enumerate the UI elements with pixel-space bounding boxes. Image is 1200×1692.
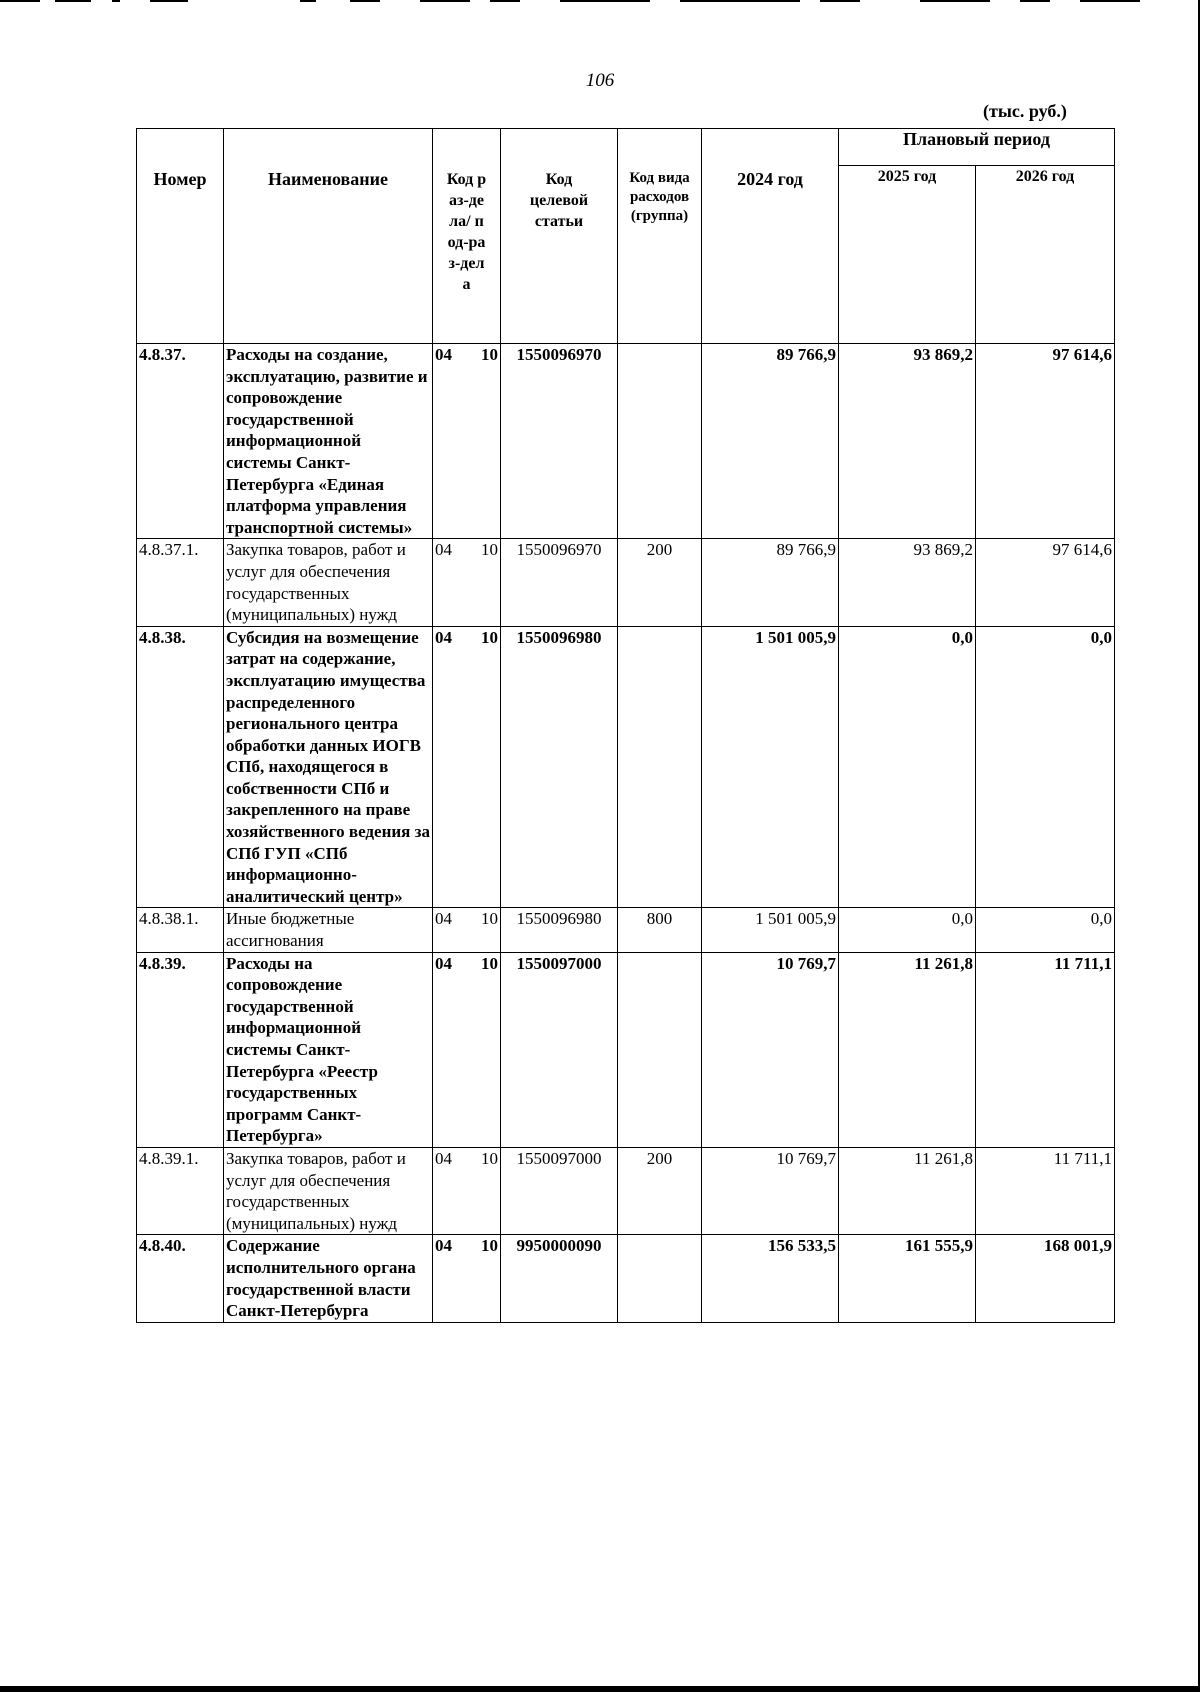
row-name: Закупка товаров, работ и услуг для обеспечения государственных (муниципальных) нужд <box>224 539 433 626</box>
row-subsection: 10 <box>481 953 498 973</box>
row-target-code: 1550096980 <box>501 908 618 952</box>
header-target-code <box>501 129 618 344</box>
row-number: 4.8.37. <box>137 344 224 539</box>
row-expense-type <box>618 1235 702 1322</box>
row-name: Расходы на сопровождение государственной информационной системы Санкт-Петербурга «Реестр государственных программ Санкт-Петербурга» <box>224 952 433 1147</box>
row-amount-2024: 10 769,7 <box>702 1147 839 1234</box>
page-number: 106 <box>585 70 615 91</box>
row-target-code: 1550096970 <box>501 344 618 539</box>
row-expense-type: 200 <box>618 539 702 626</box>
table-row <box>137 626 1115 908</box>
header-year-2026: 2026 год <box>976 166 1115 344</box>
table-row <box>137 539 1115 626</box>
header-target-code-text: Код целевой статьи <box>529 171 589 230</box>
table-row <box>137 344 1115 539</box>
row-subsection: 10 <box>481 1148 498 1168</box>
row-number: 4.8.39. <box>137 952 224 1147</box>
row-subsection: 10 <box>481 1236 498 1256</box>
row-amount-2025: 93 869,2 <box>839 539 976 626</box>
row-number: 4.8.38.1. <box>137 908 224 952</box>
row-subsection: 10 <box>481 540 498 560</box>
row-expense-type: 200 <box>618 1147 702 1234</box>
row-section-code <box>433 344 501 539</box>
row-section-code <box>433 626 501 908</box>
budget-table <box>136 128 1115 1323</box>
row-name: Закупка товаров, работ и услуг для обеспечения государственных (муниципальных) нужд <box>224 1147 433 1234</box>
row-number: 4.8.39.1. <box>137 1147 224 1234</box>
header-planned-period: Плановый период <box>839 129 1115 166</box>
row-number: 4.8.38. <box>137 626 224 908</box>
row-target-code: 1550096980 <box>501 626 618 908</box>
row-target-code: 1550096970 <box>501 539 618 626</box>
row-target-code: 1550097000 <box>501 1147 618 1234</box>
header-year-2025: 2025 год <box>839 166 976 344</box>
header-expense-type-text: Код вида расходов (группа) <box>629 170 690 224</box>
row-amount-2024: 89 766,9 <box>702 344 839 539</box>
row-amount-2024: 156 533,5 <box>702 1235 839 1322</box>
row-subsection: 10 <box>481 909 498 929</box>
row-expense-type <box>618 952 702 1147</box>
row-amount-2025: 11 261,8 <box>839 1147 976 1234</box>
row-section-code <box>433 1147 501 1234</box>
header-year-2024: 2024 год <box>702 129 839 344</box>
header-section-code <box>433 129 501 344</box>
row-amount-2025: 0,0 <box>839 908 976 952</box>
row-target-code: 1550097000 <box>501 952 618 1147</box>
row-amount-2025: 161 555,9 <box>839 1235 976 1322</box>
row-name: Иные бюджетные ассигнования <box>224 908 433 952</box>
row-amount-2026: 168 001,9 <box>976 1235 1115 1322</box>
row-section: 04 <box>435 627 452 647</box>
row-subsection: 10 <box>481 627 498 647</box>
row-amount-2024: 1 501 005,9 <box>702 626 839 908</box>
row-amount-2026: 11 711,1 <box>976 1147 1115 1234</box>
row-amount-2026: 11 711,1 <box>976 952 1115 1147</box>
row-number: 4.8.37.1. <box>137 539 224 626</box>
row-expense-type: 800 <box>618 908 702 952</box>
row-amount-2026: 0,0 <box>976 908 1115 952</box>
row-section-code <box>433 1235 501 1322</box>
row-name: Субсидия на возмещение затрат на содержание, эксплуатацию имущества распределенного регионального центра обработки данных ИОГВ СПб, находящегося в собственности СПб и закрепленного на праве хозяйственного ведения за СПб ГУП «СПб информационно-аналитический центр» <box>224 626 433 908</box>
header-section-code-text: Код раз-дела/ под-раз-дела <box>446 171 487 293</box>
table-row <box>137 908 1115 952</box>
row-section-code <box>433 908 501 952</box>
row-amount-2024: 10 769,7 <box>702 952 839 1147</box>
row-section: 04 <box>435 1148 452 1168</box>
row-name: Расходы на создание, эксплуатацию, развитие и сопровождение государственной информационной системы Санкт-Петербурга «Единая платформа управления транспортной системы» <box>224 344 433 539</box>
header-name: Наименование <box>224 129 433 344</box>
row-section: 04 <box>435 1236 452 1256</box>
row-section: 04 <box>435 345 452 364</box>
row-name: Содержание исполнительного органа государственной власти Санкт-Петербурга <box>224 1235 433 1322</box>
row-amount-2026: 0,0 <box>976 626 1115 908</box>
row-amount-2024: 89 766,9 <box>702 539 839 626</box>
table-body <box>137 344 1115 1323</box>
table-row <box>137 952 1115 1147</box>
row-section: 04 <box>435 540 452 560</box>
units-label: (тыс. руб.) <box>983 101 1067 121</box>
table-row <box>137 1235 1115 1322</box>
row-section: 04 <box>435 909 452 929</box>
row-expense-type <box>618 626 702 908</box>
row-section-code <box>433 952 501 1147</box>
row-expense-type <box>618 344 702 539</box>
row-amount-2026: 97 614,6 <box>976 344 1115 539</box>
header-number: Номер <box>137 129 224 344</box>
row-amount-2025: 93 869,2 <box>839 344 976 539</box>
row-amount-2025: 0,0 <box>839 626 976 908</box>
table-row <box>137 1147 1115 1234</box>
row-section-code <box>433 539 501 626</box>
row-section: 04 <box>435 953 452 973</box>
scan-artifact-top <box>0 0 1200 3</box>
header-expense-type <box>618 129 702 344</box>
scan-artifact-bottom <box>0 1686 1200 1692</box>
row-amount-2026: 97 614,6 <box>976 539 1115 626</box>
row-amount-2024: 1 501 005,9 <box>702 908 839 952</box>
row-amount-2025: 11 261,8 <box>839 952 976 1147</box>
row-subsection: 10 <box>481 345 498 364</box>
row-number: 4.8.40. <box>137 1235 224 1322</box>
row-target-code: 9950000090 <box>501 1235 618 1322</box>
